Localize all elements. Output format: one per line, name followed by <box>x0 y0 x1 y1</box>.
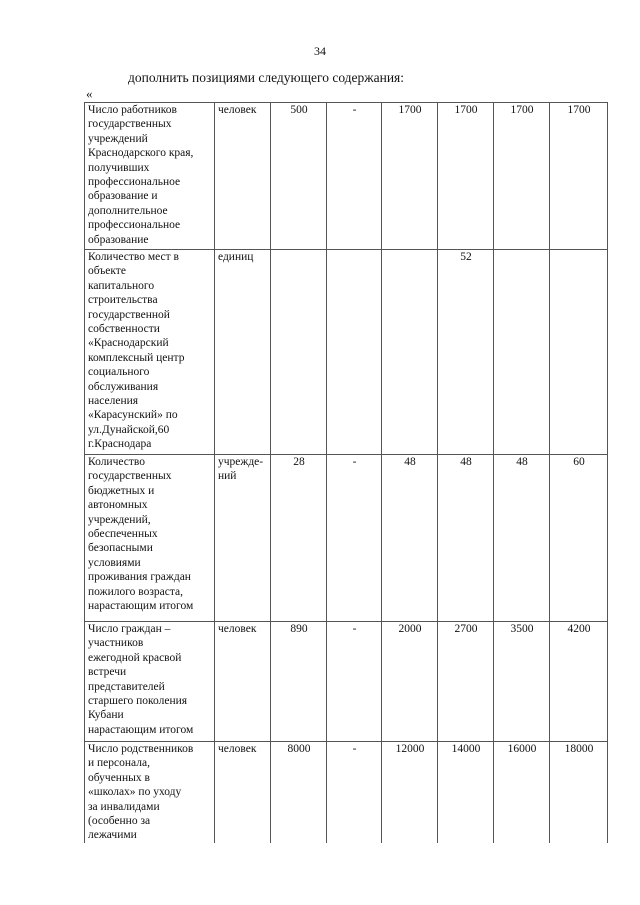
text-line: Число родственников <box>88 743 194 755</box>
text-line: (особенно за <box>88 815 151 828</box>
value-cell: - <box>327 103 382 250</box>
value-cell: - <box>327 455 382 622</box>
text-line: Число работников <box>88 104 177 116</box>
text-line: обеспеченных <box>88 528 158 541</box>
text-line: ежегодной красвой <box>88 651 182 664</box>
value-cell: 1700 <box>494 103 550 250</box>
table-row <box>85 742 608 844</box>
value-cell: 890 <box>271 622 327 742</box>
text-line: профессиональное <box>88 176 181 189</box>
text-line: учрежде- <box>218 456 264 468</box>
value-cell: 1700 <box>550 103 608 250</box>
value-cell <box>382 250 438 455</box>
text-line: государственных <box>88 118 172 131</box>
value-cell: 28 <box>271 455 327 622</box>
value-cell <box>550 250 608 455</box>
page-number: 34 <box>314 44 326 58</box>
text-line: обслуживания <box>88 380 159 393</box>
value-cell <box>494 250 550 455</box>
indicator-name-cell <box>85 455 215 622</box>
text-line: объекте <box>88 265 126 278</box>
text-line: строительства <box>88 294 158 307</box>
text-line: обученных в <box>88 771 150 784</box>
text-line: комплексный центр <box>88 351 185 364</box>
text-line: встречи <box>88 666 127 679</box>
text-line: капитального <box>88 279 155 292</box>
text-line: «Карасунский» по <box>88 409 178 422</box>
table-row <box>85 250 608 455</box>
unit-cell <box>215 622 271 742</box>
text-line: представителей <box>88 680 165 693</box>
text-line: государственной <box>88 308 170 321</box>
value-cell: 48 <box>494 455 550 622</box>
indicator-name-cell <box>85 622 215 742</box>
value-cell: 52 <box>438 250 494 455</box>
text-line: Количество мест в <box>88 251 179 263</box>
text-line: «школах» по уходу <box>88 786 182 799</box>
text-line: человек <box>218 743 257 755</box>
text-line: Краснодарского края, <box>88 147 194 160</box>
value-cell: - <box>327 622 382 742</box>
value-cell: 8000 <box>271 742 327 844</box>
text-line: старшего поколения <box>88 695 188 708</box>
indicator-name-cell <box>85 742 215 844</box>
value-cell: 500 <box>271 103 327 250</box>
text-line: условиями <box>88 556 141 569</box>
indicator-name-cell <box>85 103 215 250</box>
opening-quote-mark: « <box>86 86 93 101</box>
unit-cell <box>215 250 271 455</box>
table-row <box>85 622 608 742</box>
value-cell: 1700 <box>438 103 494 250</box>
value-cell: 3500 <box>494 622 550 742</box>
text-line: безопасными <box>88 542 153 555</box>
unit-cell <box>215 103 271 250</box>
text-line: единиц <box>218 251 254 263</box>
value-cell: 2000 <box>382 622 438 742</box>
value-cell <box>271 250 327 455</box>
text-line: Кубани <box>88 709 124 722</box>
value-cell: 18000 <box>550 742 608 844</box>
text-line: «Краснодарский <box>88 337 169 350</box>
value-cell: - <box>327 742 382 844</box>
text-line: населения <box>88 395 139 408</box>
text-line: и персонала, <box>88 757 150 770</box>
text-line: пожилого возраста, <box>88 585 184 598</box>
text-line: государственных <box>88 470 172 483</box>
text-line: Количество <box>88 456 145 468</box>
text-line: дополнительное <box>88 204 168 217</box>
text-line: человек <box>218 104 257 116</box>
value-cell: 12000 <box>382 742 438 844</box>
value-cell: 48 <box>438 455 494 622</box>
text-line: ний <box>218 470 237 483</box>
value-cell: 60 <box>550 455 608 622</box>
table-row <box>85 103 608 250</box>
value-cell <box>327 250 382 455</box>
intro-text: дополнить позициями следующего содержания: <box>128 70 405 85</box>
value-cell: 16000 <box>494 742 550 844</box>
value-cell: 4200 <box>550 622 608 742</box>
text-line: учреждений, <box>88 513 151 526</box>
value-cell: 2700 <box>438 622 494 742</box>
unit-cell <box>215 742 271 844</box>
indicators-table <box>84 102 608 843</box>
text-line: образование и <box>88 190 158 203</box>
text-line: г.Краснодара <box>88 438 152 451</box>
text-line: автономных <box>88 499 148 512</box>
text-line: нарастающим итогом <box>88 600 194 613</box>
text-line: бюджетных и <box>88 484 155 497</box>
indicator-name-cell <box>85 250 215 455</box>
text-line: учреждений <box>88 132 148 145</box>
table-row <box>85 455 608 622</box>
text-line: человек <box>218 623 257 635</box>
text-line: лежачими <box>88 829 137 842</box>
value-cell: 1700 <box>382 103 438 250</box>
text-line: за инвалидами <box>88 800 160 813</box>
value-cell: 14000 <box>438 742 494 844</box>
text-line: проживания граждан <box>88 571 191 584</box>
text-line: собственности <box>88 323 160 336</box>
text-line: социального <box>88 366 150 379</box>
text-line: участников <box>88 637 144 650</box>
text-line: получивших <box>88 161 150 174</box>
value-cell: 48 <box>382 455 438 622</box>
text-line: нарастающим итогом <box>88 723 194 736</box>
text-line: ул.Дунайской,60 <box>88 423 170 436</box>
text-line: образование <box>88 233 149 246</box>
unit-cell <box>215 455 271 622</box>
text-line: Число граждан – <box>88 623 171 635</box>
text-line: профессиональное <box>88 219 181 232</box>
